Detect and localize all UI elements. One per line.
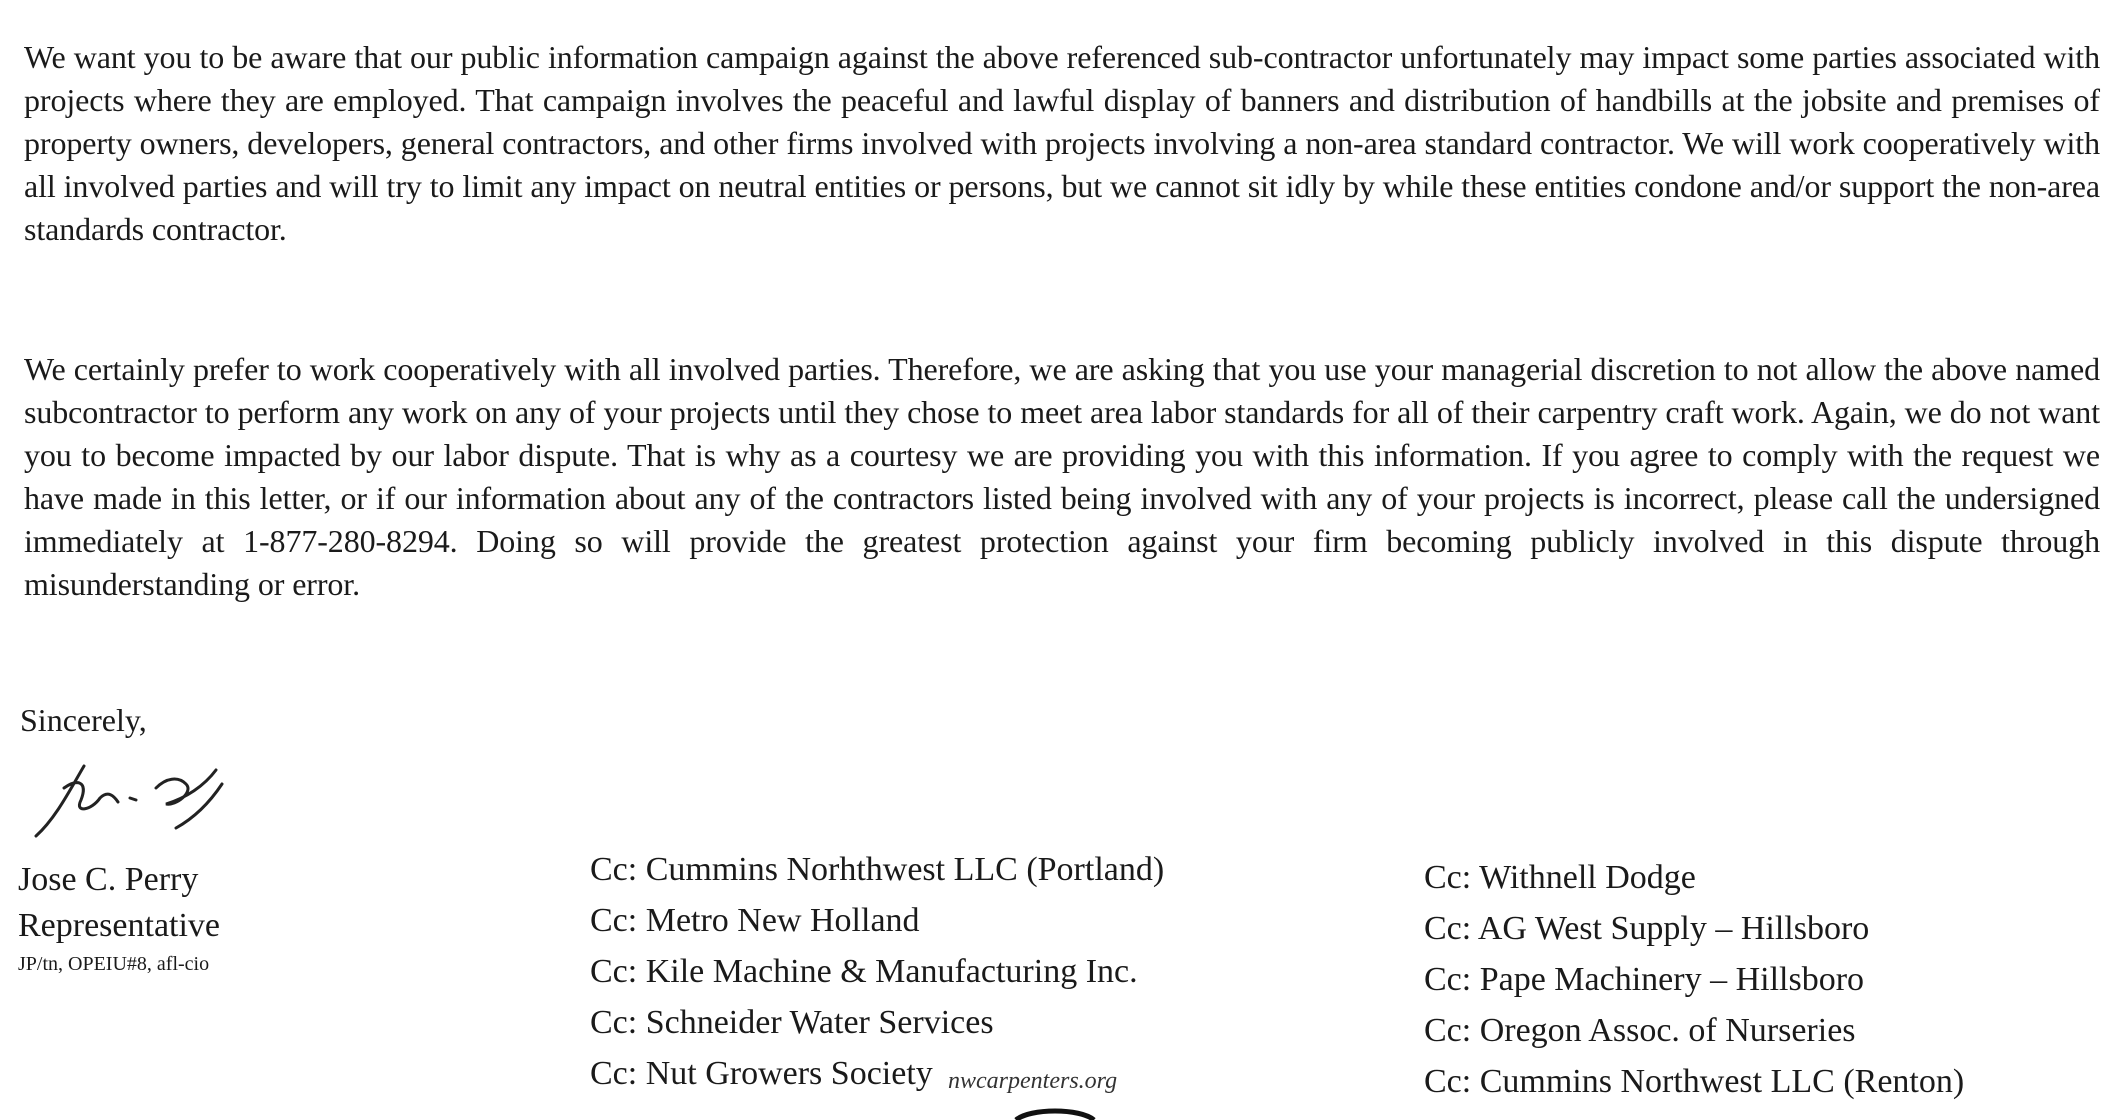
cc-list-left	[590, 844, 1164, 1099]
letter-paragraph-1: We want you to be aware that our public information campaign against the above referenced sub-contractor unfortunately may impact some parties associated with projects where they are employed. That campaign involves the peaceful and lawful display of banners and distribution of handbills at the jobsite and premises of property owners, developers, general contractors, and other firms involved with projects involving a non-area standard contractor. We will work cooperatively with all involved parties and will try to limit any impact on neutral entities or persons, but we cannot sit idly by while these entities condone and/or support the non-area standards contractor.	[24, 39, 2100, 247]
cc-entry: Cc: Withnell Dodge	[1424, 859, 1696, 896]
letter-paragraph-2: We certainly prefer to work cooperatively with all involved parties. Therefore, we are asking that you use your managerial discretion to not allow the above named subcontractor to perform any work on any of your projects until they chose to meet area labor standards for all of their carpentry craft work. Again, we do not want you to become impacted by our labor dispute. That is why as a courtesy we are providing you with this information. If you agree to comply with the request we have made in this letter, or if our information about any of the contractors listed being involved with any of your projects is incorrect, please call the undersigned immediately at 1-877-280-8294. Doing so will provide the greatest protection against your firm becoming publicly involved in this dispute through misunderstanding or error.	[24, 351, 2100, 602]
cc-list-right	[1424, 852, 1964, 1107]
signer-name: Jose C. Perry	[18, 861, 199, 898]
signer-title: Representative	[18, 907, 221, 944]
cc-entry: Cc: Schneider Water Services	[590, 1004, 994, 1041]
typist-initials: JP/tn, OPEIU#8, afl-cio	[18, 953, 210, 975]
footer-website: nwcarpenters.org	[948, 1068, 1118, 1094]
cc-entry: Cc: Cummins Northwest LLC (Renton)	[1424, 1063, 1965, 1100]
letter-closing: Sincerely,	[20, 702, 147, 738]
cc-entry: Cc: Cummins Norhthwest LLC (Portland)	[590, 851, 1165, 888]
cc-entry: Cc: Oregon Assoc. of Nurseries	[1424, 1012, 1856, 1049]
cc-entry: Cc: Pape Machinery – Hillsboro	[1424, 961, 1865, 998]
cc-entry: Cc: Metro New Holland	[590, 902, 920, 939]
cc-entry: Cc: Kile Machine & Manufacturing Inc.	[590, 953, 1138, 990]
cc-entry: Cc: AG West Supply – Hillsboro	[1424, 910, 1870, 947]
handwritten-signature	[26, 748, 276, 848]
cc-entry: Cc: Nut Growers Society	[590, 1055, 933, 1092]
union-logo-icon	[1010, 1106, 1100, 1120]
